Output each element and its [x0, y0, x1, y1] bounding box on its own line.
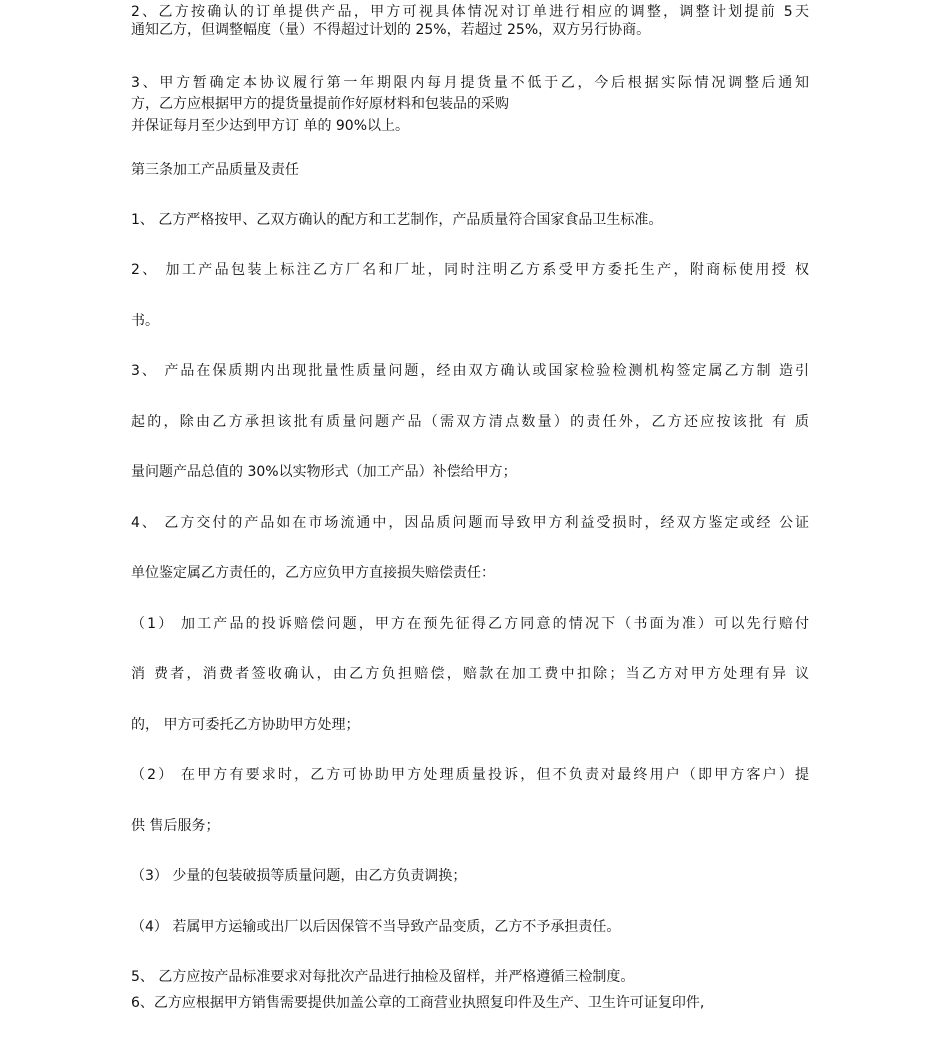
clause-2-line-1: 2、乙方按确认的订单提供产品，甲方可视具体情况对订单进行相应的调整，调整计划提前 5天 — [131, 4, 809, 20]
sub-item-1-line-3: 的， 甲方可委托乙方协助甲方处理； — [131, 717, 360, 733]
sub-item-4: （4） 若属甲方运输或出厂以后因保管不当导致产品变质，乙方不予承担责任。 — [131, 919, 621, 935]
clause-3-line-3: 并保证每月至少达到甲方订 单的 90%以上。 — [131, 118, 410, 134]
quality-item-5: 5、 乙方应按产品标准要求对每批次产品进行抽检及留样，并严格遵循三检制度。 — [131, 969, 635, 985]
quality-item-1: 1、 乙方严格按甲、乙双方确认的配方和工艺制作，产品质量符合国家食品卫生标准。 — [131, 212, 663, 228]
quality-item-6: 6、乙方应根据甲方销售需要提供加盖公章的工商营业执照复印件及生产、卫生许可证复印件, — [131, 995, 705, 1011]
quality-item-4-line-2: 单位鉴定属乙方责任的，乙方应负甲方直接损失赔偿责任： — [131, 565, 495, 581]
quality-item-3-line-1: 3、 产品在保质期内出现批量性质量问题，经由双方确认或国家检验检测机构签定属乙方制 造引 — [131, 363, 809, 379]
sub-item-1-line-2: 消 费者，消费者签收确认，由乙方负担赔偿，赔款在加工费中扣除；当乙方对甲方处理有异 议 — [131, 666, 809, 682]
quality-item-2-line-1: 2、 加工产品包装上标注乙方厂名和厂址，同时注明乙方系受甲方委托生产，附商标使用授 权 — [131, 262, 809, 278]
sub-item-2-line-1: （2） 在甲方有要求时，乙方可协助甲方处理质量投诉，但不负责对最终用户（即甲方客户）提 — [131, 767, 809, 783]
quality-item-3-line-3: 量问题产品总值的 30%以实物形式（加工产品）补偿给甲方； — [131, 464, 517, 480]
clause-3-line-1: 3、甲方暂确定本协议履行第一年期限内每月提货量不低于乙，今后根据实际情况调整后通知 — [131, 75, 809, 91]
quality-item-3-line-2: 起的，除由乙方承担该批有质量问题产品（需双方清点数量）的责任外，乙方还应按该批 有 质 — [131, 414, 809, 430]
sub-item-2-line-2: 供 售后服务； — [131, 818, 220, 834]
quality-item-4-line-1: 4、 乙方交付的产品如在市场流通中，因品质问题而导致甲方利益受损时，经双方鉴定或经 公证 — [131, 515, 809, 531]
quality-item-2-line-2: 书。 — [131, 313, 159, 329]
section-title: 第三条加工产品质量及责任 — [131, 162, 299, 178]
clause-3-line-2: 方，乙方应根据甲方的提货量提前作好原材料和包装品的采购 — [131, 96, 509, 112]
clause-2-line-2: 通知乙方，但调整幅度（量）不得超过计划的 25%，若超过 25%，双方另行协商。 — [131, 22, 651, 38]
sub-item-1-line-1: （1） 加工产品的投诉赔偿问题，甲方在预先征得乙方同意的情况下（书面为准）可以先行赔付 — [131, 616, 809, 632]
sub-item-3: （3） 少量的包装破损等质量问题，由乙方负责调换； — [131, 868, 467, 884]
